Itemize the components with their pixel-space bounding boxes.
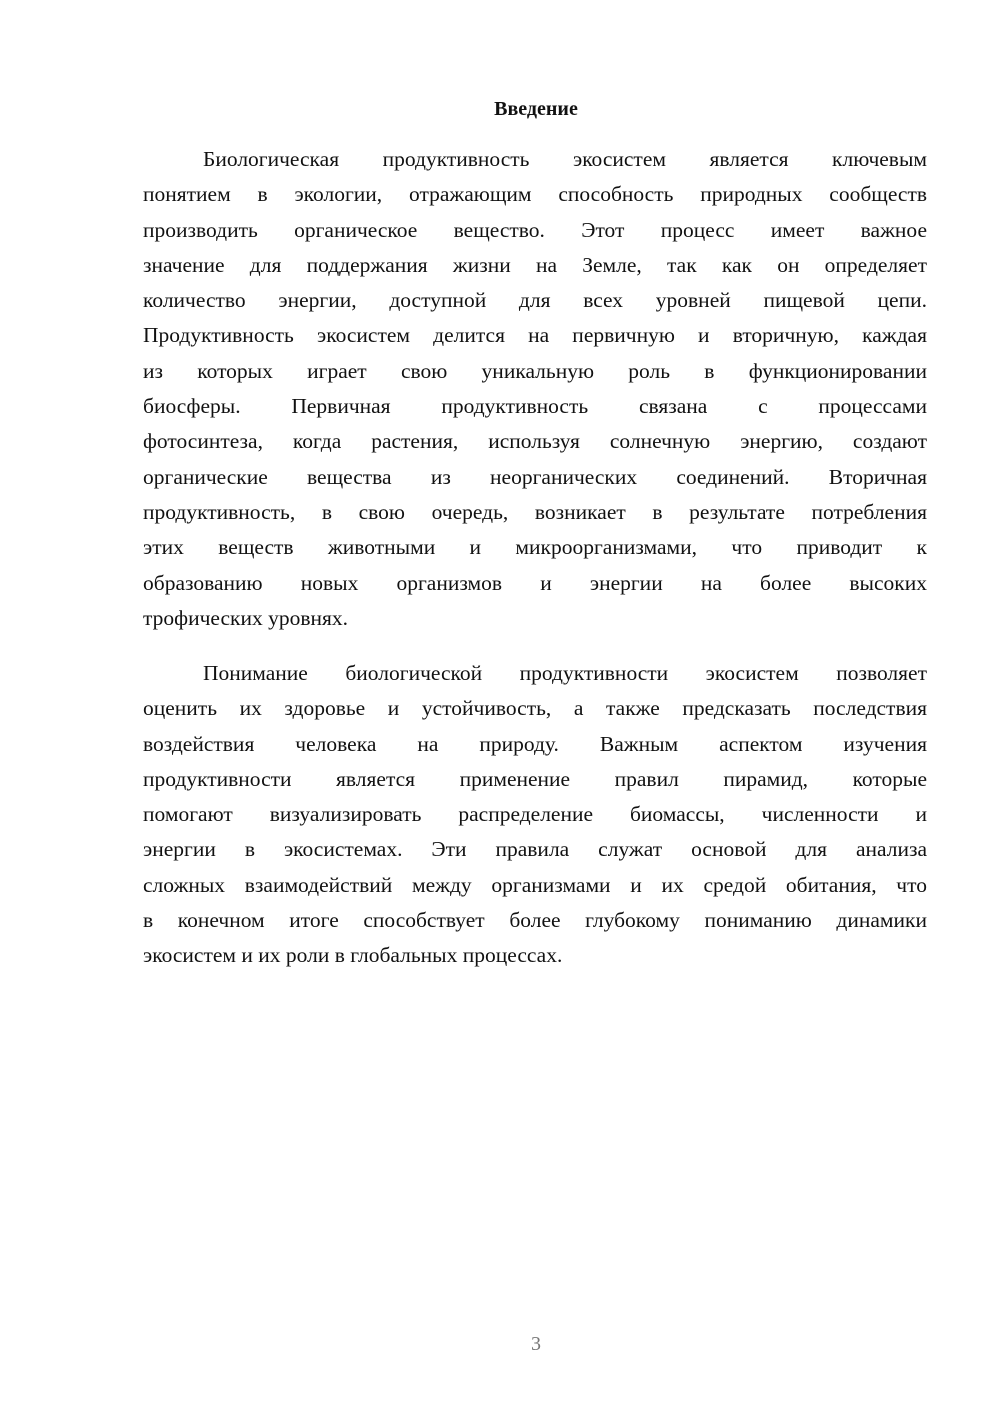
text-line: энергии в экосистемах. Эти правила служат основой для анализа — [143, 837, 927, 862]
text-line: Продуктивность экосистем делится на первичную и вторичную, каждая — [143, 323, 927, 348]
text-line: сложных взаимодействий между организмами и их средой обитания, что — [143, 872, 927, 897]
text-line: образованию новых организмов и энергии на более высоких — [143, 570, 927, 595]
text-line: этих веществ животными и микроорганизмами, что приводит к — [143, 535, 927, 560]
text-line: экосистем и их роли в глобальных процессах. — [143, 943, 563, 968]
text-line: фотосинтеза, когда растения, используя солнечную энергию, создают — [143, 429, 927, 454]
text-line: производить органическое вещество. Этот процесс имеет важное — [143, 217, 927, 242]
text-line: воздействия человека на природу. Важным аспектом изучения — [143, 731, 927, 756]
text-line: биосферы. Первичная продуктивность связана с процессами — [143, 394, 927, 419]
text-line: оценить их здоровье и устойчивость, а также предсказать последствия — [143, 696, 927, 721]
text-line: продуктивность, в свою очередь, возникает в результате потребления — [143, 499, 927, 524]
section-heading: Введение — [494, 98, 578, 120]
text-line: количество энергии, доступной для всех уровней пищевой цепи. — [143, 288, 927, 313]
text-line: в конечном итоге способствует более глубокому пониманию динамики — [143, 908, 927, 933]
text-line: понятием в экологии, отражающим способность природных сообществ — [143, 182, 927, 207]
text-line: трофических уровнях. — [143, 605, 349, 630]
paragraph-2 — [143, 656, 927, 974]
page-number: 3 — [531, 1333, 541, 1355]
text-line: помогают визуализировать распределение биомассы, численности и — [143, 802, 927, 827]
text-line: Понимание биологической продуктивности экосистем позволяет — [203, 661, 927, 685]
text-line: органические вещества из неорганических соединений. Вторичная — [143, 464, 927, 489]
paragraph-1 — [143, 142, 927, 636]
text-line: продуктивности является применение правил пирамид, которые — [143, 766, 927, 791]
text-line: значение для поддержания жизни на Земле, так как он определяет — [143, 252, 927, 277]
text-line: из которых играет свою уникальную роль в функционировании — [143, 358, 927, 383]
text-line: Биологическая продуктивность экосистем является ключевым — [203, 147, 927, 171]
